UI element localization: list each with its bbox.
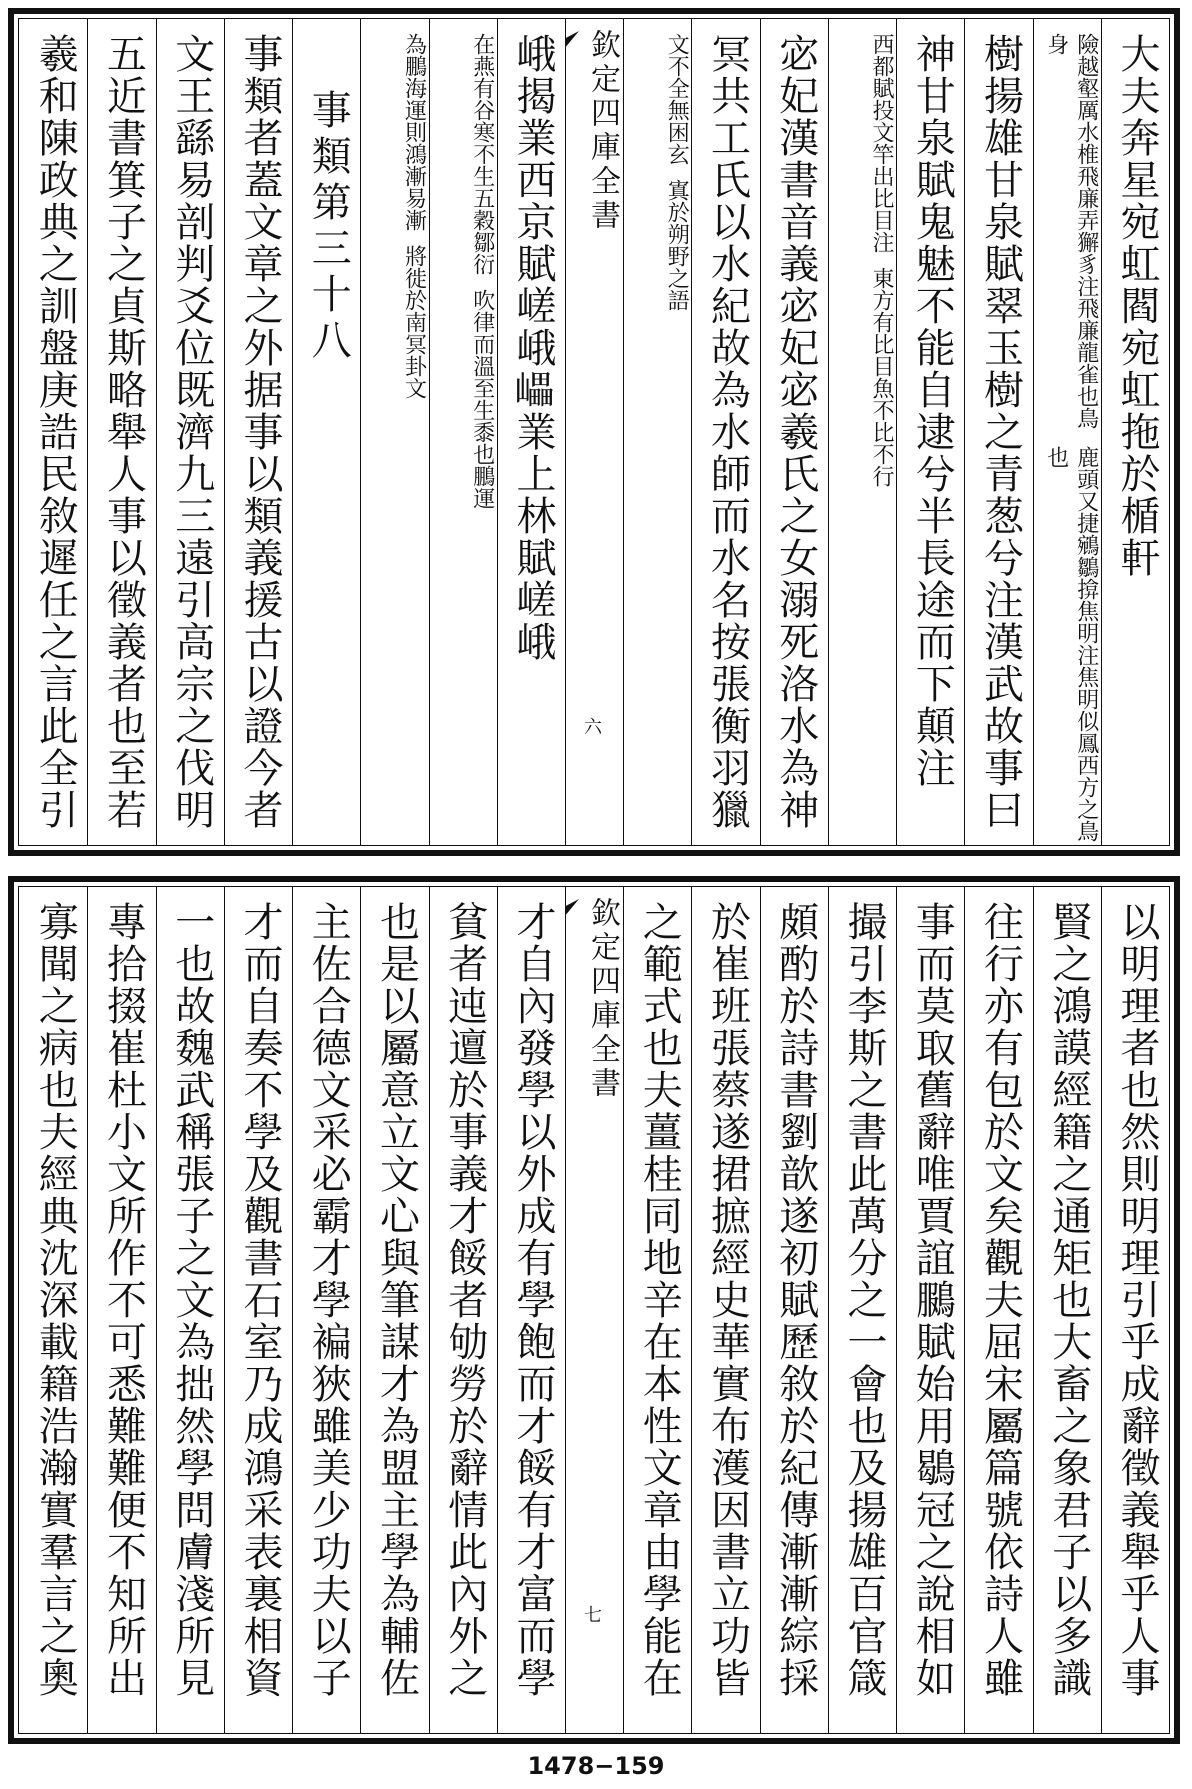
text-line: 峨揭業西京賦嵯峨𡾊業上林賦嵯峨 — [510, 33, 556, 663]
text-column — [760, 887, 828, 1733]
text-column — [156, 887, 224, 1733]
text-line: 往行亦有包於文矣觀夫屈宋屬篇號依詩人雖 — [977, 901, 1024, 1699]
text-column — [156, 19, 224, 845]
text-column — [964, 887, 1032, 1733]
text-column — [760, 19, 828, 845]
bottom-page — [8, 876, 1180, 1744]
fish-tail-mark-icon — [565, 895, 581, 923]
text-line: 於崔班張蔡遂捃摭經史華實布濩因書立功皆 — [704, 901, 751, 1699]
annotation-line: 在燕有谷寒不生五穀鄒衍 — [469, 33, 495, 275]
text-column — [19, 19, 87, 845]
text-line: 賢之鴻謨經籍之通矩也大畜之象君子以多識 — [1045, 901, 1092, 1699]
text-column — [691, 19, 759, 845]
text-line: 羲和陳政典之訓盤庚誥民敘遲任之言此全引 — [32, 33, 79, 831]
text-line: 也是以屬意立文心與筆謀才為盟主學為輔佐 — [373, 901, 420, 1699]
page-number: 七 — [581, 1605, 602, 1623]
annotation-column — [429, 19, 497, 845]
annotation-line: 寘於朔野之語 — [664, 179, 690, 311]
text-column — [429, 887, 497, 1733]
text-line: 事類者蓋文章之外据事以類義援古以證今者 — [237, 33, 283, 831]
text-line: 神甘泉賦鬼魅不能自逮兮半長途而下顛注 — [909, 33, 956, 789]
text-line: 大夫奔星宛虹閻宛虹拖於楯軒 — [1114, 33, 1160, 579]
annotation-line: 吹律而溫至生黍也鵬運 — [469, 289, 495, 509]
text-line: 專拾掇崔杜小文所作不可悉難難便不知所出 — [100, 901, 147, 1699]
annotation-line: 將徙於南冥卦文 — [401, 245, 427, 399]
text-line: 之範式也夫薑桂同地辛在本性文章由學能在 — [636, 901, 683, 1699]
text-line: 貧者迍邅於事義才餒者劬勞於辭情此內外之 — [441, 901, 488, 1699]
fish-tail-mark-icon — [565, 27, 581, 55]
text-column — [19, 887, 87, 1733]
text-column — [360, 887, 428, 1733]
text-line: 冥共工氏以水紀故為水師而水名按張衡羽獵 — [704, 33, 751, 831]
text-line: 五近書箕子之貞斯略舉人事以徵義者也至若 — [100, 33, 147, 831]
text-column — [1101, 19, 1169, 845]
text-column — [828, 887, 896, 1733]
text-column — [497, 887, 565, 1733]
text-line: 事而莫取舊辭唯賈誼鵩賦始用鶡冠之說相如 — [909, 901, 956, 1699]
text-column — [1033, 887, 1101, 1733]
annotation-column — [1033, 19, 1101, 845]
annotation-column — [828, 19, 896, 845]
text-column — [896, 887, 964, 1733]
annotation-column — [623, 19, 691, 845]
text-column — [964, 19, 1032, 845]
text-line: 樹揚雄甘泉賦翠玉樹之青葱兮注漢武故事曰 — [977, 33, 1024, 831]
annotation-line: 鹿頭又捷鵷鶵揜焦明注焦明似鳳西方之鳥也 — [1043, 446, 1099, 842]
text-line: 才而自奏不學及觀書石室乃成鴻采表裏相資 — [237, 901, 283, 1699]
text-column — [691, 887, 759, 1733]
book-title: 欽定四庫全書 — [585, 29, 620, 233]
book-title-column — [565, 19, 623, 845]
text-line: 以明理者也然則明理引乎成辭徵義舉乎人事 — [1114, 901, 1160, 1699]
chapter-title: 事類第三十八 — [305, 89, 352, 365]
text-line: 主佐合德文采必霸才學褊狹雖美少功夫以子 — [305, 901, 352, 1699]
annotation-line: 文不全無困玄 — [664, 33, 690, 165]
text-column — [497, 19, 565, 845]
text-column — [623, 887, 691, 1733]
text-column — [87, 19, 155, 845]
text-column — [87, 887, 155, 1733]
top-page-columns — [18, 18, 1170, 846]
annotation-column — [360, 19, 428, 845]
text-line: 頗酌於詩書劉歆遂初賦歷敘於紀傳漸漸綜採 — [772, 901, 819, 1699]
chapter-heading — [292, 19, 360, 845]
bottom-page-columns — [18, 886, 1170, 1734]
text-column — [896, 19, 964, 845]
page-number: 六 — [581, 717, 602, 735]
book-title-column — [565, 887, 623, 1733]
top-page — [8, 8, 1180, 856]
text-column — [224, 887, 292, 1733]
annotation-line: 險越壑厲水椎飛廉弄獬豸注飛廉龍雀也鳥身 — [1043, 33, 1099, 429]
text-line: 撮引李斯之書此萬分之一會也及揚雄百官箴 — [841, 901, 887, 1699]
annotation-line: 為鵬海運則鴻漸易漸 — [401, 33, 427, 231]
text-column — [224, 19, 292, 845]
page-footer-number: 1478−159 — [527, 1752, 665, 1780]
text-line: 寡聞之病也夫經典沈深載籍浩瀚實羣言之奧 — [32, 901, 79, 1699]
text-line: 一也故魏武稱張子之文為拙然學問膚淺所見 — [168, 901, 215, 1699]
text-line: 才自內發學以外成有學飽而才餒有才富而學 — [510, 901, 556, 1699]
annotation-line: 東方有比目魚不比不行 — [869, 267, 894, 487]
text-column — [292, 887, 360, 1733]
annotation-line: 西都賦投文竿出比目注 — [869, 33, 894, 253]
text-line: 宓妃漢書音義宓妃宓羲氏之女溺死洛水為神 — [772, 33, 819, 831]
text-column — [1101, 887, 1169, 1733]
text-line: 文王繇易剖判爻位既濟九三遠引高宗之伐明 — [168, 33, 215, 831]
book-title: 欽定四庫全書 — [585, 897, 620, 1101]
